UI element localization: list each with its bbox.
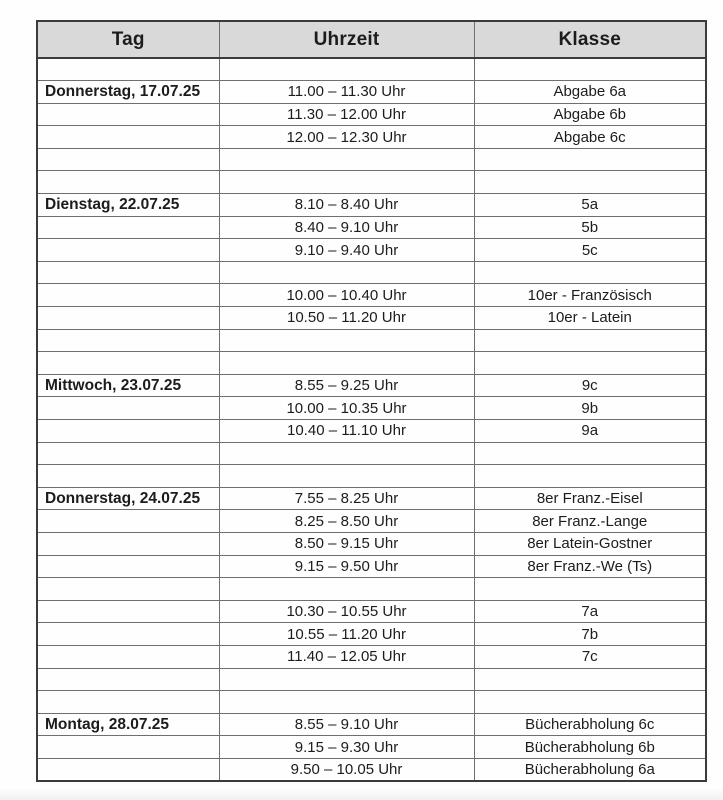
class-cell: 5a (474, 194, 706, 217)
time-cell: 8.40 – 9.10 Uhr (219, 216, 474, 239)
day-cell (37, 555, 219, 578)
day-cell (37, 103, 219, 126)
table-row (37, 668, 706, 691)
table-row (37, 58, 706, 81)
class-cell: Bücherabholung 6a (474, 758, 706, 781)
day-cell (37, 532, 219, 555)
time-cell: 9.15 – 9.30 Uhr (219, 736, 474, 759)
class-cell: 5c (474, 239, 706, 262)
time-cell: 11.40 – 12.05 Uhr (219, 645, 474, 668)
day-cell (37, 171, 219, 194)
schedule-table (36, 20, 707, 782)
header-uhrzeit: Uhrzeit (219, 21, 474, 58)
class-cell: Abgabe 6c (474, 126, 706, 149)
table-row (37, 487, 706, 510)
header-row (37, 21, 706, 58)
day-cell (37, 261, 219, 284)
time-cell (219, 691, 474, 714)
day-cell (37, 329, 219, 352)
table-row (37, 442, 706, 465)
header-tag: Tag (37, 21, 219, 58)
day-cell: Dienstag, 22.07.25 (37, 194, 219, 217)
time-cell: 10.00 – 10.40 Uhr (219, 284, 474, 307)
class-cell: 9a (474, 420, 706, 443)
class-cell: 7b (474, 623, 706, 646)
class-cell: 8er Franz.-Lange (474, 510, 706, 533)
class-cell: Bücherabholung 6b (474, 736, 706, 759)
day-cell (37, 420, 219, 443)
table-row (37, 532, 706, 555)
class-cell (474, 442, 706, 465)
day-cell (37, 126, 219, 149)
table-row (37, 307, 706, 330)
time-cell: 10.55 – 11.20 Uhr (219, 623, 474, 646)
table-row (37, 420, 706, 443)
time-cell: 11.00 – 11.30 Uhr (219, 81, 474, 104)
day-cell (37, 397, 219, 420)
day-cell (37, 758, 219, 781)
class-cell (474, 668, 706, 691)
day-cell (37, 307, 219, 330)
day-cell: Montag, 28.07.25 (37, 713, 219, 736)
class-cell (474, 261, 706, 284)
time-cell: 8.50 – 9.15 Uhr (219, 532, 474, 555)
table-row (37, 194, 706, 217)
class-cell (474, 691, 706, 714)
time-cell: 10.30 – 10.55 Uhr (219, 600, 474, 623)
time-cell: 12.00 – 12.30 Uhr (219, 126, 474, 149)
table-row (37, 239, 706, 262)
day-cell (37, 58, 219, 81)
time-cell: 10.50 – 11.20 Uhr (219, 307, 474, 330)
day-cell (37, 352, 219, 375)
class-cell: Abgabe 6b (474, 103, 706, 126)
class-cell: 9c (474, 374, 706, 397)
day-cell: Donnerstag, 24.07.25 (37, 487, 219, 510)
table-row (37, 126, 706, 149)
class-cell: 8er Franz.-We (Ts) (474, 555, 706, 578)
day-cell (37, 239, 219, 262)
class-cell: 9b (474, 397, 706, 420)
time-cell: 9.10 – 9.40 Uhr (219, 239, 474, 262)
table-row (37, 352, 706, 375)
time-cell: 7.55 – 8.25 Uhr (219, 487, 474, 510)
time-cell: 9.50 – 10.05 Uhr (219, 758, 474, 781)
table-row (37, 261, 706, 284)
table-row (37, 713, 706, 736)
day-cell (37, 600, 219, 623)
table-row (37, 645, 706, 668)
day-cell (37, 578, 219, 601)
class-cell (474, 329, 706, 352)
class-cell (474, 148, 706, 171)
day-cell (37, 465, 219, 488)
table-row (37, 81, 706, 104)
time-cell (219, 668, 474, 691)
table-row (37, 171, 706, 194)
table-row (37, 555, 706, 578)
day-cell: Donnerstag, 17.07.25 (37, 81, 219, 104)
table-row (37, 736, 706, 759)
time-cell: 10.00 – 10.35 Uhr (219, 397, 474, 420)
class-cell: 10er - Latein (474, 307, 706, 330)
table-row (37, 103, 706, 126)
time-cell: 10.40 – 11.10 Uhr (219, 420, 474, 443)
time-cell (219, 58, 474, 81)
table-row (37, 397, 706, 420)
day-cell (37, 148, 219, 171)
table-row (37, 465, 706, 488)
day-cell (37, 736, 219, 759)
time-cell (219, 352, 474, 375)
class-cell: 7a (474, 600, 706, 623)
day-cell (37, 623, 219, 646)
day-cell (37, 442, 219, 465)
day-cell (37, 284, 219, 307)
table-row (37, 623, 706, 646)
time-cell: 8.55 – 9.25 Uhr (219, 374, 474, 397)
day-cell: Mittwoch, 23.07.25 (37, 374, 219, 397)
day-cell (37, 510, 219, 533)
class-cell: 10er - Französisch (474, 284, 706, 307)
table-row (37, 578, 706, 601)
table-row (37, 329, 706, 352)
class-cell: 8er Latein-Gostner (474, 532, 706, 555)
table-row (37, 600, 706, 623)
class-cell (474, 171, 706, 194)
class-cell (474, 465, 706, 488)
time-cell (219, 465, 474, 488)
table-row (37, 148, 706, 171)
class-cell: 8er Franz.-Eisel (474, 487, 706, 510)
time-cell: 8.10 – 8.40 Uhr (219, 194, 474, 217)
time-cell: 11.30 – 12.00 Uhr (219, 103, 474, 126)
day-cell (37, 691, 219, 714)
table-row (37, 284, 706, 307)
table-row (37, 758, 706, 781)
time-cell (219, 329, 474, 352)
time-cell: 8.55 – 9.10 Uhr (219, 713, 474, 736)
class-cell: 5b (474, 216, 706, 239)
schedule-body (37, 58, 706, 781)
scan-shadow (0, 788, 723, 800)
day-cell (37, 216, 219, 239)
class-cell: Abgabe 6a (474, 81, 706, 104)
time-cell: 8.25 – 8.50 Uhr (219, 510, 474, 533)
class-cell: Bücherabholung 6c (474, 713, 706, 736)
class-cell (474, 578, 706, 601)
header-klasse: Klasse (474, 21, 706, 58)
day-cell (37, 645, 219, 668)
class-cell (474, 58, 706, 81)
table-row (37, 216, 706, 239)
time-cell (219, 578, 474, 601)
time-cell (219, 171, 474, 194)
time-cell (219, 148, 474, 171)
class-cell (474, 352, 706, 375)
class-cell: 7c (474, 645, 706, 668)
day-cell (37, 668, 219, 691)
time-cell (219, 442, 474, 465)
table-row (37, 691, 706, 714)
table-row (37, 374, 706, 397)
time-cell: 9.15 – 9.50 Uhr (219, 555, 474, 578)
table-row (37, 510, 706, 533)
time-cell (219, 261, 474, 284)
